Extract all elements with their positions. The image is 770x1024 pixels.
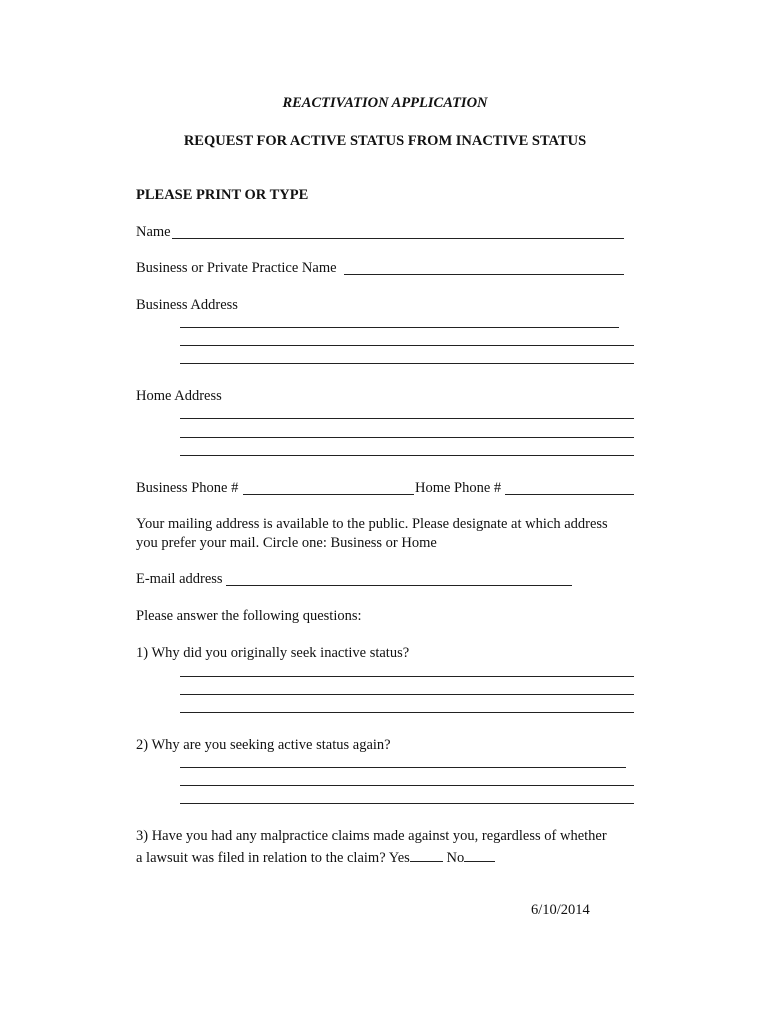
question-3-text: a lawsuit was filed in relation to the claim? Yes — [136, 850, 410, 866]
business-phone-label: Business Phone # — [136, 480, 239, 496]
home-address-line-3[interactable] — [180, 455, 634, 456]
home-address-line-1[interactable] — [180, 418, 634, 419]
mailing-text-line-2: you prefer your mail. Circle one: Business or Home — [136, 535, 437, 551]
business-address-label: Business Address — [136, 297, 238, 313]
home-phone-field-line[interactable] — [505, 494, 634, 495]
question-1-answer-line-3[interactable] — [180, 712, 634, 713]
question-1-answer-line-2[interactable] — [180, 694, 634, 695]
yes-answer-line[interactable] — [410, 848, 443, 862]
question-3-line-2 — [136, 848, 495, 866]
home-address-line-2[interactable] — [180, 437, 634, 438]
question-2: 2) Why are you seeking active status again? — [136, 737, 391, 753]
question-3-line-1: 3) Have you had any malpractice claims made against you, regardless of whether — [136, 828, 607, 844]
name-label: Name — [136, 224, 171, 240]
business-phone-field-line[interactable] — [243, 494, 414, 495]
instruction-text: PLEASE PRINT OR TYPE — [136, 187, 309, 203]
business-address-line-2[interactable] — [180, 345, 634, 346]
page-subtitle: REQUEST FOR ACTIVE STATUS FROM INACTIVE STATUS — [183, 133, 587, 149]
email-field-line[interactable] — [226, 585, 572, 586]
no-answer-line[interactable] — [464, 848, 495, 862]
form-date: 6/10/2014 — [531, 902, 590, 918]
email-label: E-mail address — [136, 571, 223, 587]
question-1-answer-line-1[interactable] — [180, 676, 634, 677]
questions-intro: Please answer the following questions: — [136, 608, 362, 624]
business-name-label: Business or Private Practice Name — [136, 260, 337, 276]
question-2-answer-line-1[interactable] — [180, 767, 626, 768]
business-name-field-line[interactable] — [344, 274, 624, 275]
name-field-line[interactable] — [172, 238, 624, 239]
mailing-text-line-1: Your mailing address is available to the public. Please designate at which address — [136, 516, 608, 532]
question-2-answer-line-2[interactable] — [180, 785, 634, 786]
question-1: 1) Why did you originally seek inactive status? — [136, 645, 410, 661]
business-address-line-1[interactable] — [180, 327, 619, 328]
page-title: REACTIVATION APPLICATION — [282, 95, 488, 111]
business-address-line-3[interactable] — [180, 363, 634, 364]
question-2-answer-line-3[interactable] — [180, 803, 634, 804]
home-address-label: Home Address — [136, 388, 222, 404]
home-phone-label: Home Phone # — [415, 480, 502, 496]
no-label: No — [446, 850, 465, 866]
